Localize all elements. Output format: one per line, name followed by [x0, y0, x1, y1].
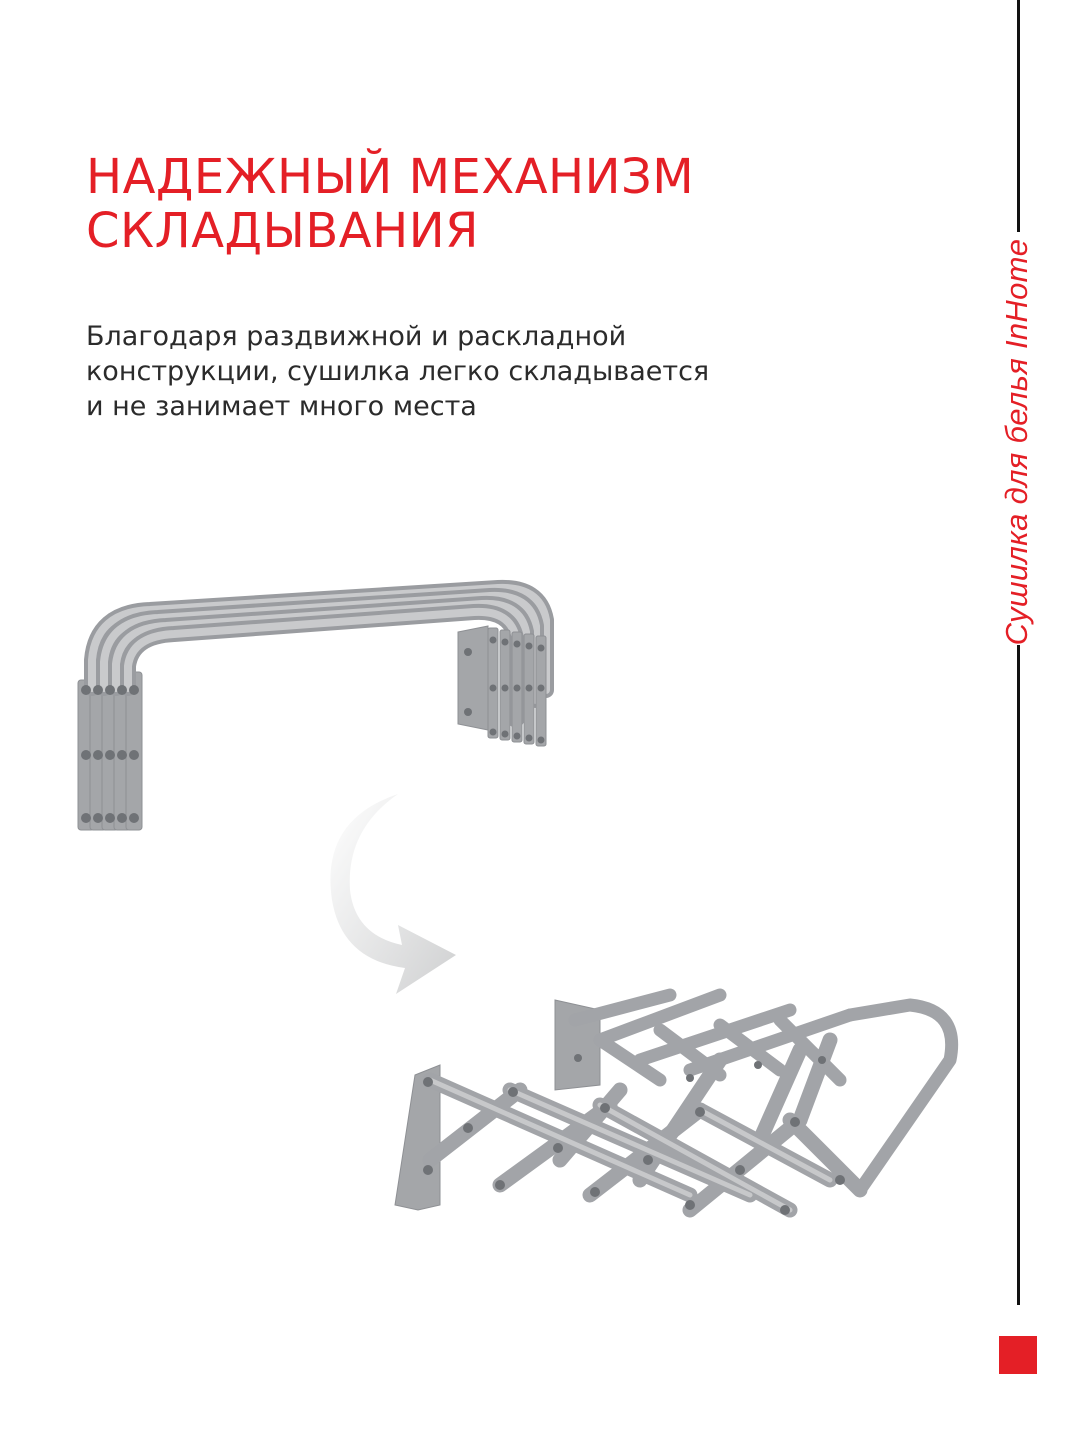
description-line-3: и не занимает много места [86, 391, 477, 422]
page-title-line-2: СКЛАДЫВАНИЯ [86, 203, 479, 260]
description-line-1: Благодаря раздвижной и раскладной [86, 321, 627, 352]
curved-arrow-icon [330, 794, 456, 994]
side-brand-label-text: Сушилка для белья InHome [999, 238, 1034, 646]
folded-dryer-image [78, 588, 546, 830]
page-title-line-1: НАДЕЖНЫЙ МЕХАНИЗМ [86, 149, 695, 206]
description-line-2: конструкции, сушилка легко складывается [86, 356, 710, 387]
unfolded-dryer-image [395, 995, 952, 1215]
